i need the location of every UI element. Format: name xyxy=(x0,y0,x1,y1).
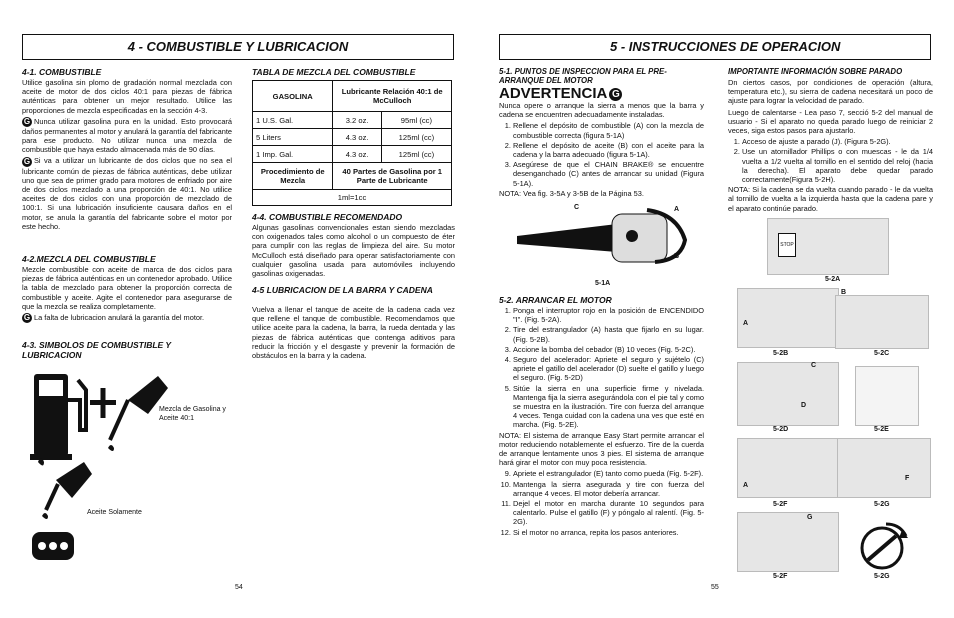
table-cell: 1 Imp. Gal. xyxy=(253,146,333,163)
s41-text xyxy=(22,78,232,233)
fig-caption: 5-2G xyxy=(874,501,890,508)
s44-title: 4-4. COMBUSTIBLE RECOMENDADO xyxy=(252,212,403,222)
s44-text: Algunas gasolinas convencionales estan siendo mezcladas con oxigenados tales como alcohol o un compuesto de éter para cumplir con las reglas de limpieza del aire. Su motor McCulloch está diseñado para operar satisfactoriamente con cualquier gasolina usada para automóviles incluyendo gasolinas oxigenadas. xyxy=(252,223,455,279)
figure-5-2d xyxy=(737,362,839,426)
table-cell: 125ml (cc) xyxy=(381,129,451,146)
fig-caption: 5-2G xyxy=(874,573,890,580)
table-cell: 1ml=1cc xyxy=(253,190,452,206)
s52-list2 xyxy=(499,469,704,536)
s45-text: Vuelva a llenar el tanque de aceite de la cadena cada vez que rellene el tanque de combustible. Recomendamos que utilice aceite para la cadena, la barra, la rueda dentada y las piezas de fábrica auténticas que contenga aditivos para reducir la fricción y el desgaste y prevenir la formación de obstáculos en la barra y la cadena. xyxy=(252,305,455,361)
figure-5-2c xyxy=(835,295,929,349)
fig-letter: C xyxy=(811,362,817,369)
list-item: 2. Tire del estrangulador (A) hasta que fijarlo en su lugar. (Fig. 5-2B). xyxy=(513,325,704,343)
page-number: 55 xyxy=(711,584,719,591)
list-item: 1. Acceso de ajuste a parado (J). (Figura 5-2G). xyxy=(742,137,933,146)
table-cell: Procedimiento de Mezcla xyxy=(253,163,333,190)
s41-title: 4-1. COMBUSTIBLE xyxy=(22,67,102,77)
list-item: 2. Rellene el depósito de aceite (B) con el aceite para la cadena y la barra adecuado (figura 5-1A). xyxy=(513,141,704,159)
list-item: 2. Use un atornillador Phillips o con muescas - le da 1/4 vuelta a 1/2 vuelta al tornillo en el sentido del reloj (hacia la derecha). El aparato debe quedar parado correctamente(Figura 5-2H). xyxy=(742,147,933,184)
list-item: 4. Seguro del acelerador: Apriete el seguro y sujételo (C) apriete el gatillo del acelerador (D) suelte el gatillo y luego el seguro. (Fig. 5-2D) xyxy=(513,355,704,383)
fig-label-mix: Mezcla de Gasolina y Aceite 40:1 xyxy=(159,406,226,423)
table-cell: 3.2 oz. xyxy=(333,112,381,129)
figure-5-2f xyxy=(737,438,839,498)
list-item: 9. Apriete el estrangulador (E) tanto como pueda (Fig. 5-2F). xyxy=(513,469,704,478)
warning-label: ADVERTENCIA xyxy=(499,85,608,102)
imp-p1: Dn ciertos casos, por condiciones de operación (altura, temperatura etc.), su sierra de cadena necesitará un poco de ajuste para lograr la velocidad de parado. xyxy=(728,78,933,106)
imp-note: NOTA: Si la cadena se da vuelta cuando parado - le da vuelta al tornillo de vuelta a la izquierda hasta que la cadena pare y el aparato continúe parado. xyxy=(728,185,933,213)
chainsaw-bar-icon xyxy=(517,224,617,252)
list-item: 12. Si el motor no arranca, repita los pasos anteriores. xyxy=(513,528,704,537)
s52-list xyxy=(499,306,704,430)
figure-5-2e xyxy=(855,366,919,426)
s51-list xyxy=(499,121,704,187)
warning-heading xyxy=(499,85,624,102)
chainsaw-figure-5-1a xyxy=(517,196,697,286)
figure-5-2b xyxy=(737,288,839,348)
list-item: 3. Accione la bomba del cebador (B) 10 veces (Fig. 5-2C). xyxy=(513,345,704,354)
fig-caption: 5-2C xyxy=(874,350,890,357)
table-row xyxy=(253,129,452,146)
s51-note: NOTA: Vea fig. 3-5A y 3-5B de la Página 53. xyxy=(499,188,644,198)
s51-text xyxy=(499,101,704,200)
screw-adjust-icon xyxy=(852,520,912,572)
fig-letter: G xyxy=(807,514,813,521)
page-number: 54 xyxy=(235,584,243,591)
s41-p2 xyxy=(22,117,232,155)
table-header-gasoline: GASOLINA xyxy=(253,81,333,112)
s43-title: 4-3. SIMBOLOS DE COMBUSTIBLE Y LUBRICACION xyxy=(22,340,171,360)
s41-p3 xyxy=(22,156,232,230)
warning-g-icon: G xyxy=(609,88,622,101)
fuel-symbols-figure xyxy=(28,370,178,570)
fig-letter: F xyxy=(905,475,910,482)
fig-letter: A xyxy=(743,320,749,327)
table-header-lubricant: Lubricante Relación 40:1 de McCulloch xyxy=(333,81,452,112)
warning-g-icon: G xyxy=(23,156,31,166)
table-row xyxy=(253,146,452,163)
table-cell: 40 Partes de Gasolina por 1 Parte de Lubricante xyxy=(333,163,452,190)
fuel-pump-icon xyxy=(30,374,86,460)
figure-5-2a xyxy=(767,218,889,275)
imp-text xyxy=(728,78,933,215)
warning-g-icon: G xyxy=(23,116,31,126)
fig-caption: 5-2E xyxy=(874,426,889,433)
s41-p1: Utilice gasolina sin plomo de gradación normal mezclada con aceite de motor de dos ciclos 40:1 para piezas de fábrica auténticas para obtener un mejor resultado. Utilice las proporciones de mezcla especificadas en la sección 4-3. xyxy=(22,78,232,115)
plus-icon xyxy=(90,388,116,418)
stop-switch-icon: STOP xyxy=(778,233,796,257)
fig-letter: C xyxy=(574,204,580,211)
fig-letter: A xyxy=(743,482,749,489)
list-item: 5. Sitúe la sierra en una superficie firme y nivelada. Mantenga fija la sierra asegurándola con el pie tal y como se muestra en la ilustración. Tire con fuerza del arranque 4 veces. Tenga cuidad con la cadena una ves que esté en marcha. (Fig. 5-2E). xyxy=(513,384,704,430)
imp-p2: Luego de calentarse - Lea paso 7, secció 5-2 del manual de usuario - Si el aparato no queda parado luego de reiniciar 2 veces, siga estos pasos para ajustarlo. xyxy=(728,107,933,136)
s52-title: 5-2. ARRANCAR EL MOTOR xyxy=(499,295,612,305)
s41-p2-text: Nunca utilizar gasolina pura en la unidad. Esto provocará daños permanentes al motor y anulará la garantía del fabricante para ese producto. No utilizar nunca una mezcla de combustible que haya estado almacenada más de 90 días. xyxy=(22,116,232,155)
s52-note: NOTA: El sistema de arranque Easy Start permite arrancar el motor reduciendo notablemente el esfuerzo. Tire de la cuerda de arranque lentamente unos 3 pies. El sistema de arranque hará girar el motor con muy poca resistencia. xyxy=(499,430,704,468)
warning-g-icon: G xyxy=(23,313,31,323)
list-item: 11. Dejel el motor en marcha durante 10 segundos para calentarlo. Pulse el gatillo (F) y póngalo al ralentí. (Fig. 5-2G). xyxy=(513,499,704,527)
table-row xyxy=(253,190,452,206)
table-row xyxy=(253,112,452,129)
fig-label-oil: Aceite Solamente xyxy=(87,509,142,516)
fig-caption: 5-2A xyxy=(825,276,841,283)
section-5-header: 5 - INSTRUCCIONES DE OPERACION xyxy=(499,34,931,60)
mix-table xyxy=(252,80,452,206)
table-cell: 95ml (cc) xyxy=(381,112,451,129)
s41-p3-text: Si va a utilizar un lubricante de dos ciclos que no sea el lubricante común de piezas de fábrica auténticas, debe utilizar uno que sea de primer grado para motores de enfriado por aire de dos ciclos mezclado a una proporción de 40:1. No utilice aceites de dos ciclos con una proporción de mezclado de 100:1. Si una lubricación insuficiente causara daños en el motor, se anula la garantía del fabricante sobre el motor por este hecho. xyxy=(22,156,232,231)
imp-list xyxy=(728,137,933,184)
chain-icon xyxy=(32,532,74,560)
s51-intro: Nunca opere o arranque la sierra a menos que la barra y cadena se encuentren adecuadamente instaladas. xyxy=(499,101,704,120)
table-title: TABLA DE MEZCLA DEL COMBUSTIBLE xyxy=(252,67,416,77)
table-cell: 4.3 oz. xyxy=(333,146,381,163)
fig-caption: 5-2F xyxy=(773,573,788,580)
s42-p2-text: La falta de lubricacion anulará la garantía del motor. xyxy=(34,313,205,323)
section-4-header: 4 - COMBUSTIBLE Y LUBRICACION xyxy=(22,34,454,60)
list-item: 1. Rellene el depósito de combustible (A) con la mezcla de combustible correcta (figura 5-1A) xyxy=(513,121,704,139)
s42-p1: Mezcle combustible con aceite de marca de dos ciclos para piezas de fábrica auténticas en un contenedor aprobado. Utilice la tabla de mezclado para obtener la proporción correcta de combustible y aceite. Agite el contenedor para asegurarse de que la mezcla se realiza completamente. xyxy=(22,265,232,311)
s42-p2 xyxy=(22,313,232,323)
table-row xyxy=(253,163,452,190)
fig-letter: D xyxy=(801,402,807,409)
s51-title: 5-1. PUNTOS DE INSPECCION PARA EL PRE-ARRANQUE DEL MOTOR xyxy=(499,67,667,85)
table-cell: 125ml (cc) xyxy=(381,146,451,163)
fig-caption: 5-2B xyxy=(773,350,789,357)
figure-5-2g xyxy=(837,438,931,498)
table-cell: 4.3 oz. xyxy=(333,129,381,146)
s42-text xyxy=(22,265,232,325)
oil-can-icon xyxy=(42,462,92,519)
s42-title: 4-2.MEZCLA DEL COMBUSTIBLE xyxy=(22,254,156,264)
right-page xyxy=(477,0,954,618)
fig-caption: 5-2D xyxy=(773,426,789,433)
list-item: 10. Mantenga la sierra asegurada y tire con fuerza del arranque 4 veces. El motor debería arrancar. xyxy=(513,480,704,498)
figure-5-2f-2 xyxy=(737,512,839,572)
list-item: 1. Ponga el interruptor rojo en la posición de ENCENDIDO "I". (Fig. 5-2A). xyxy=(513,306,704,324)
imp-title: IMPORTANTE INFORMACIÓN SOBRE PARADO xyxy=(728,67,903,76)
table-cell: 1 U.S. Gal. xyxy=(253,112,333,129)
table-cell: 5 Liters xyxy=(253,129,333,146)
fig-caption: 5-2F xyxy=(773,501,788,508)
s45-title: 4-5 LUBRICACION DE LA BARRA Y CADENA xyxy=(252,285,433,295)
s52-text xyxy=(499,306,704,538)
fig-letter: B xyxy=(841,289,847,296)
fig-caption: 5-1A xyxy=(595,280,611,287)
fig-letter: A xyxy=(674,206,680,213)
fig-letter: B xyxy=(674,253,680,260)
list-item: 3. Asegúrese de que el CHAIN BRAKE® se encuentre desenganchado (C) antes de arrancar su unidad (Figura 5-1A). xyxy=(513,160,704,188)
